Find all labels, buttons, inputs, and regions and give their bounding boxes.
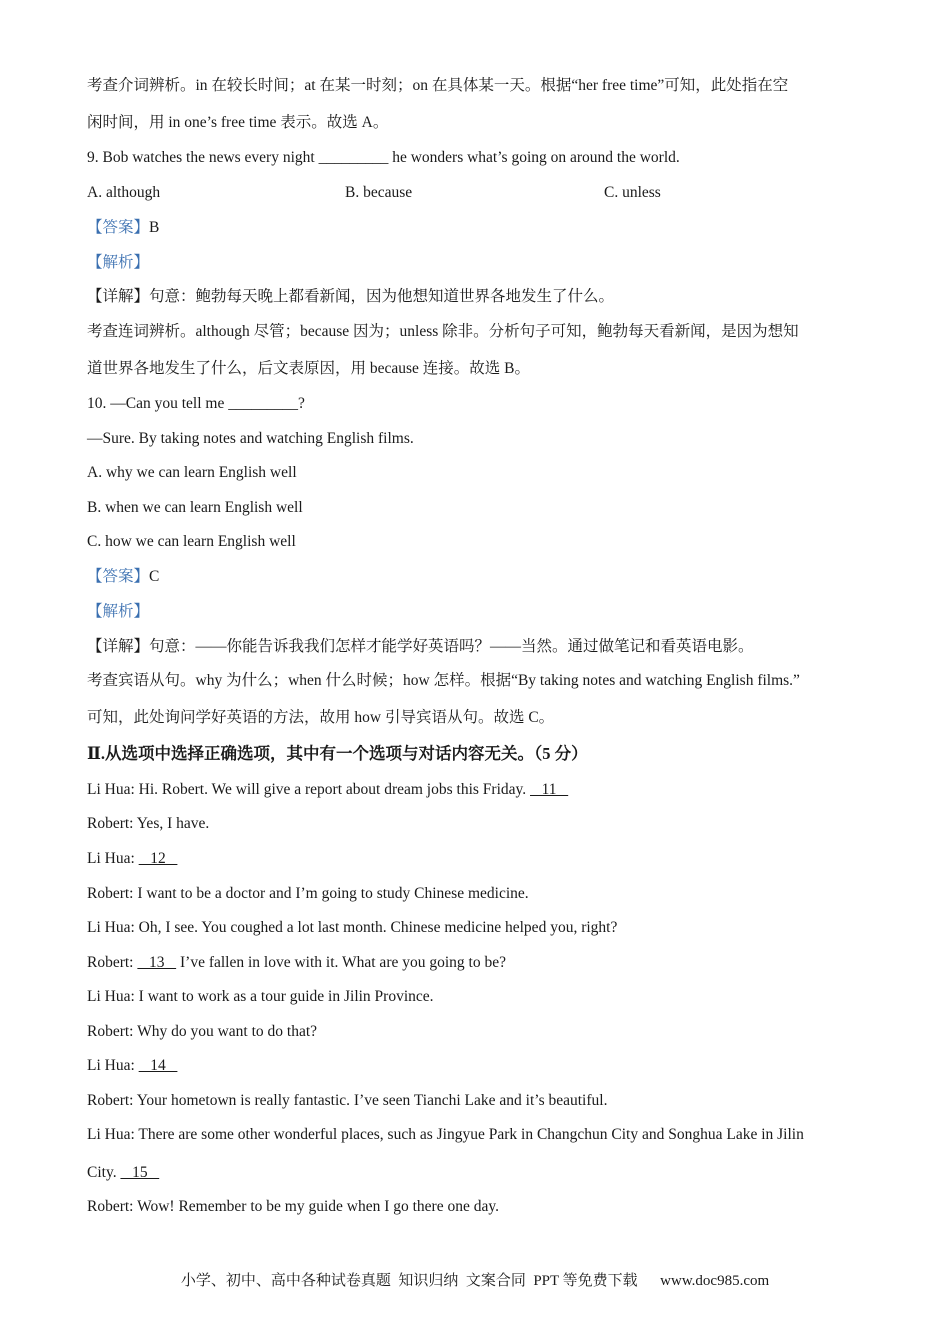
q10-analysis-tag: 【解析】 (87, 603, 150, 620)
answer-blank: 13 (137, 954, 177, 971)
q9-stem: 9. Bob watches the news every night _________ he wonders what’s going on around the world. (87, 149, 680, 166)
q8-explain-line1: 考查介词辨析。in 在较长时间；at 在某一时刻；on 在具体某一天。根据“her free time”可知，此处指在空 (87, 77, 789, 94)
dialogue-line: Li Hua: Oh, I see. You coughed a lot last month. Chinese medicine helped you, right? (87, 919, 618, 936)
answer-blank: 12 (138, 850, 178, 867)
answer-blank: 15 (120, 1164, 160, 1181)
q10-answer (87, 567, 159, 587)
answer-tag: 【答案】 (87, 568, 150, 585)
dialogue-line: Li Hua: 12 (87, 850, 178, 867)
dialogue-line: Robert: I want to be a doctor and I’m going to study Chinese medicine. (87, 885, 529, 902)
q10-option-b: B. when we can learn English well (87, 499, 303, 516)
q9-option-b: B. because (345, 184, 413, 201)
dialogue-line: Li Hua: There are some other wonderful places, such as Jingyue Park in Changchun City and Songhua Lake in Jilin (87, 1126, 804, 1143)
dialogue-line: Li Hua: Hi. Robert. We will give a report about dream jobs this Friday. 11 (87, 781, 569, 798)
q10-option-a: A. why we can learn English well (87, 464, 297, 481)
page-footer: 小学、初中、高中各种试卷真题 知识归纳 文案合同 PPT 等免费下载 www.doc985.com (180, 1273, 770, 1289)
q9-explain-line1: 考查连词辨析。although 尽管；because 因为；unless 除非。分析句子可知，鲍勃每天看新闻，是因为想知 (87, 323, 799, 340)
q9-explain-line2: 道世界各地发生了什么，后文表原因，用 because 连接。故选 B。 (87, 360, 531, 377)
answer-blank: 14 (138, 1057, 178, 1074)
dialogue-line: City. 15 (87, 1164, 160, 1181)
answer-blank: 11 (530, 781, 569, 798)
dialogue-line: Robert: 13 I’ve fallen in love with it. What are you going to be? (87, 954, 506, 971)
q9-option-a: A. although (87, 184, 161, 201)
q10-option-c: C. how we can learn English well (87, 533, 296, 550)
q10-reply: —Sure. By taking notes and watching English films. (87, 430, 414, 447)
dialogue-line: Robert: Yes, I have. (87, 815, 210, 832)
q10-explain-line2: 可知，此处询问学好英语的方法，故用 how 引导宾语从句。故选 C。 (87, 709, 555, 726)
answer-tag: 【答案】 (87, 219, 150, 236)
q9-option-c: C. unless (604, 184, 661, 201)
dialogue-line: Robert: Why do you want to do that? (87, 1023, 318, 1040)
answer-value: B (149, 219, 160, 236)
dialogue-line: Li Hua: 14 (87, 1057, 178, 1074)
detail-text: 句意：——你能告诉我我们怎样才能学好英语吗？——当然。通过做笔记和看英语电影。 (149, 638, 754, 655)
q9-analysis-tag: 【解析】 (87, 254, 150, 271)
dialogue-line: Robert: Your hometown is really fantastic. I’ve seen Tianchi Lake and it’s beautiful. (87, 1092, 608, 1109)
q10-explain-line1: 考查宾语从句。why 为什么；when 什么时候；how 怎样。根据“By taking notes and watching English films.” (87, 672, 800, 689)
q10-stem: 10. —Can you tell me _________? (87, 395, 305, 412)
q9-answer (87, 218, 159, 238)
detail-tag: 【详解】 (87, 288, 150, 305)
section-heading: Ⅱ.从选项中选择正确选项，其中有一个选项与对话内容无关。（5 分） (87, 744, 588, 763)
dialogue-line: Li Hua: I want to work as a tour guide in Jilin Province. (87, 988, 434, 1005)
detail-text: 句意：鲍勃每天晚上都看新闻，因为他想知道世界各地发生了什么。 (149, 288, 615, 305)
dialogue-line: Robert: Wow! Remember to be my guide when I go there one day. (87, 1198, 499, 1215)
detail-tag: 【详解】 (87, 638, 150, 655)
q10-detail (87, 637, 754, 657)
answer-value: C (149, 568, 160, 585)
q8-explain-line2: 闲时间，用 in one’s free time 表示。故选 A。 (87, 114, 389, 131)
q9-detail (87, 287, 614, 307)
